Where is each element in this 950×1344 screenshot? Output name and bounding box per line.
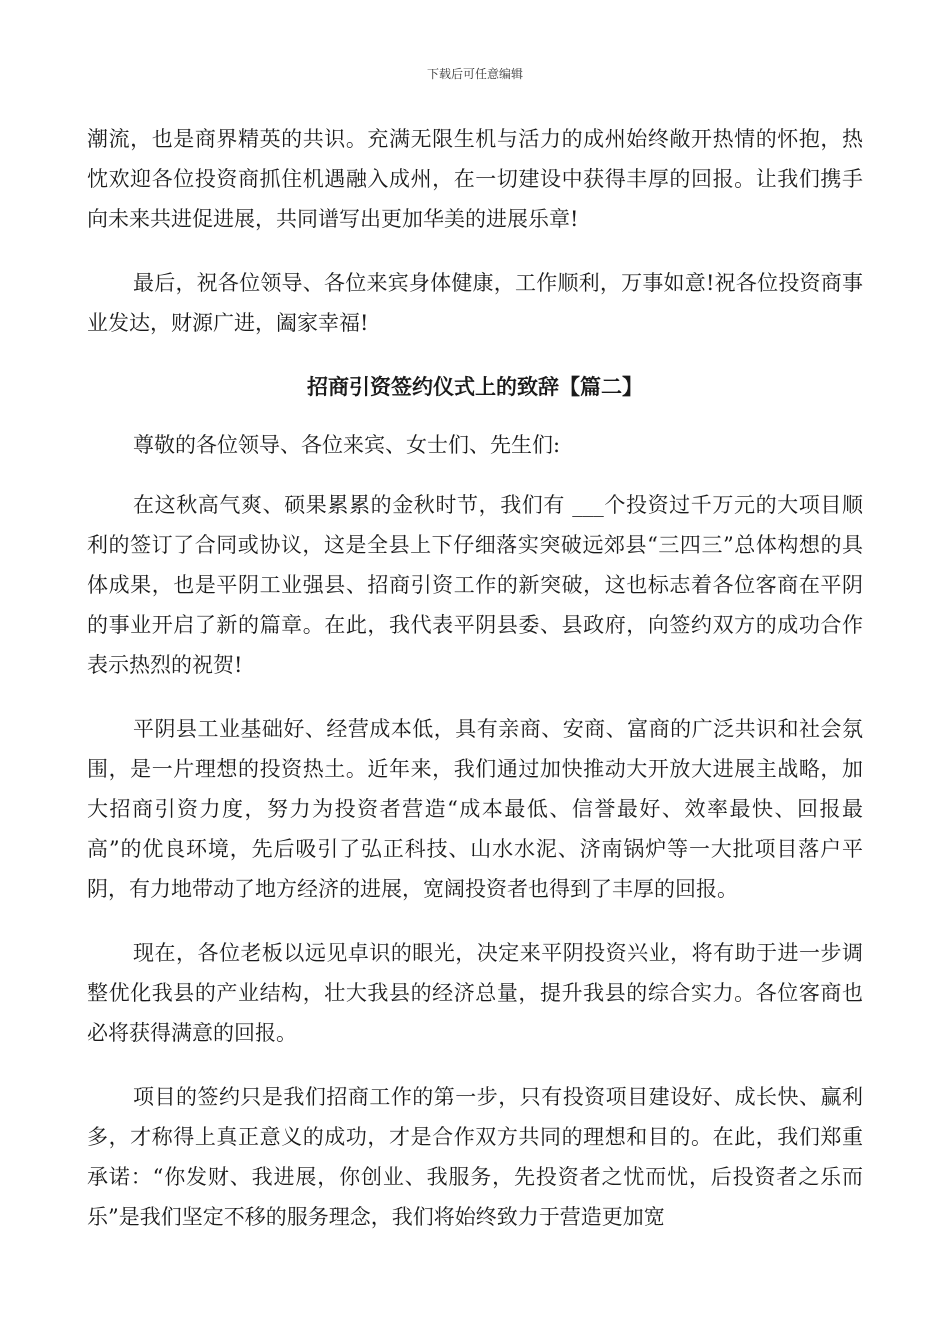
paragraph-continuation: 潮流，也是商界精英的共识。充满无限生机与活力的成州始终敞开热情的怀抱，热忱欢迎各位投资商抓住机遇融入成州，在一切建设中获得丰厚的回报。让我们携手向未来共进促进展，共同谱写出更加华美的进展乐章! xyxy=(87,127,863,231)
paragraph-investment-benefits: 现在，各位老板以远见卓识的眼光，决定来平阴投资兴业，将有助于进一步调整优化我县的产业结构，壮大我县的经济总量，提升我县的综合实力。各位客商也必将获得满意的回报。 xyxy=(87,941,863,1045)
document-body xyxy=(87,119,863,1261)
salutation: 尊敬的各位领导、各位来宾、女士们、先生们: xyxy=(133,433,561,457)
paragraph-service-commitment: 项目的签约只是我们招商工作的第一步，只有投资项目建设好、成长快、赢利多，才称得上真正意义的成功，才是合作双方共同的理想和目的。在此，我们郑重承诺：“你发财、我进展，你创业、我服务，先投资者之忧而忧，后投资者之乐而乐”是我们坚定不移的服务理念，我们将始终致力于营造更加宽 xyxy=(87,1085,863,1229)
paragraph-signing-intro: 在这秋高气爽、硕果累累的金秋时节，我们有 ___个投资过千万元的大项目顺利的签订了合同或协议，这是全县上下仔细落实突破远郊县“三四三”总体构想的具体成果，也是平阴工业强县、招商引资工作的新突破，这也标志着各位客商在平阴的事业开启了新的篇章。在此，我代表平阴县委、县政府，向签约双方的成功合作表示热烈的祝贺! xyxy=(87,493,863,677)
paragraph-county-advantages: 平阴县工业基础好、经营成本低，具有亲商、安商、富商的广泛共识和社会氛围，是一片理想的投资热土。近年来，我们通过加快推动大开放大进展主战略，加大招商引资力度，努力为投资者营造“成本最低、信誉最好、效率最快、回报最高”的优良环境，先后吸引了弘正科技、山水水泥、济南锅炉等一大批项目落户平阴，有力地带动了地方经济的进展，宽阔投资者也得到了丰厚的回报。 xyxy=(87,717,863,901)
paragraph-closing-wishes: 最后，祝各位领导、各位来宾身体健康，工作顺利，万事如意!祝各位投资商事业发达，财源广进，阖家幸福! xyxy=(87,271,863,335)
section-title: 招商引资签约仪式上的致辞【篇二】 xyxy=(307,375,643,399)
page-header-note: 下载后可任意编辑 xyxy=(426,67,523,81)
